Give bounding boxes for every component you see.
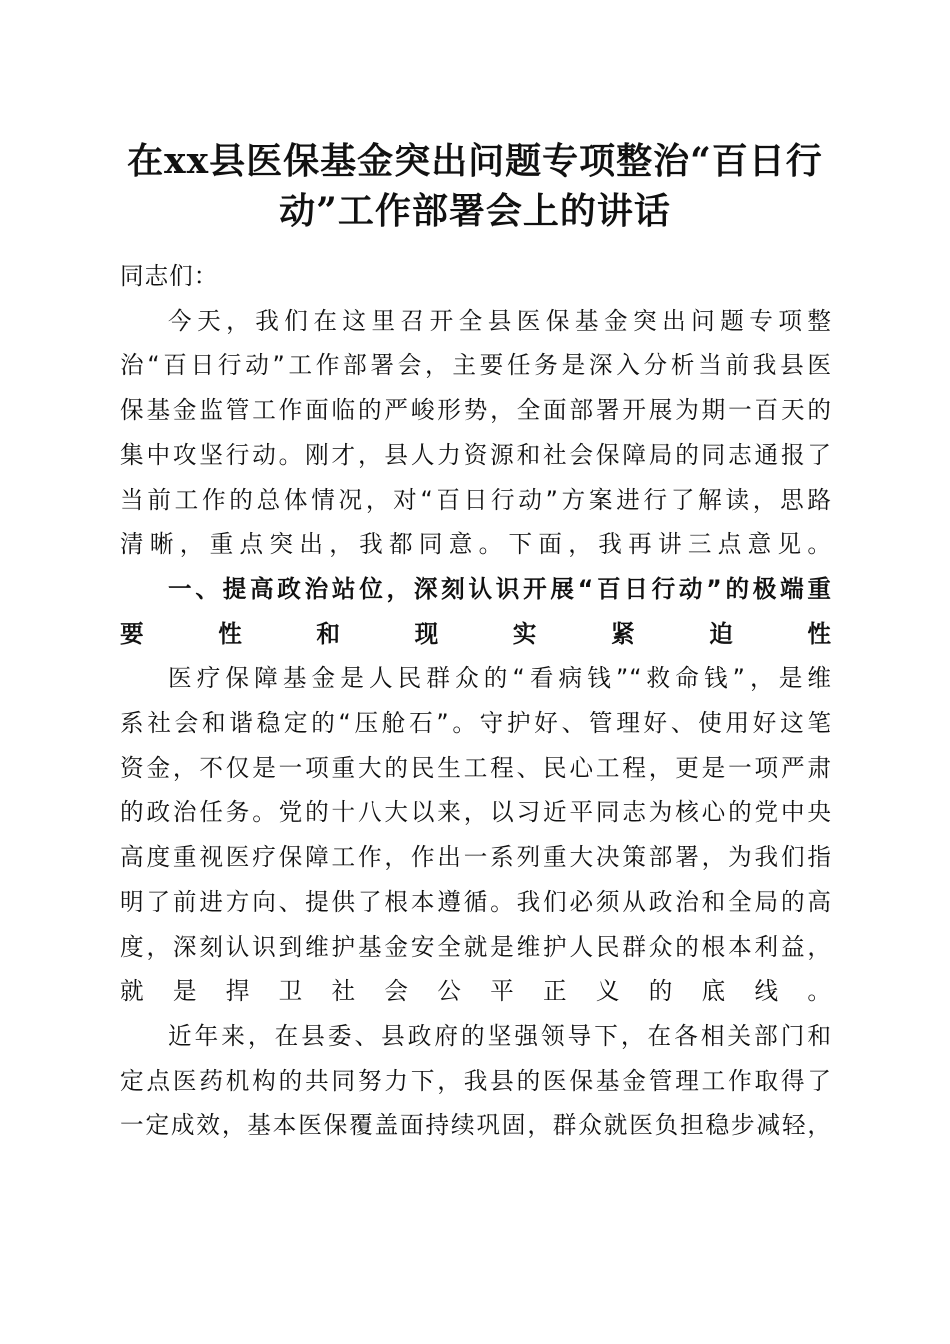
- paragraph-line: 近年来，在县委、县政府的坚强领导下，在各相关部门和: [168, 1021, 832, 1050]
- paragraph-line: 度，深刻认识到维护基金安全就是维护人民群众的根本利益，: [120, 932, 832, 961]
- heading-line: 一、提高政治站位，深刻认识开展“百日行动”的极端重: [168, 574, 832, 603]
- paragraph-line: 定点医药机构的共同努力下，我县的医保基金管理工作取得了: [120, 1066, 832, 1095]
- paragraph-line: 当前工作的总体情况，对“百日行动”方案进行了解读，思路: [120, 485, 832, 514]
- paragraph-line: 的政治任务。党的十八大以来，以习近平同志为核心的党中央: [120, 798, 832, 827]
- paragraph-line: 集中攻坚行动。刚才，县人力资源和社会保障局的同志通报了: [120, 440, 832, 469]
- section-heading-1: [120, 567, 832, 656]
- title-line-2: 动”工作部署会上的讲话: [279, 190, 671, 232]
- heading-line: 要性和现实紧迫性: [120, 619, 832, 648]
- paragraph-line: 保基金监管工作面临的严峻形势，全面部署开展为期一百天的: [120, 396, 832, 425]
- paragraph-line: 治“百日行动”工作部署会，主要任务是深入分析当前我县医: [120, 351, 832, 380]
- document-body: [120, 254, 832, 1148]
- paragraph-line: 今天，我们在这里召开全县医保基金突出问题专项整: [168, 306, 832, 335]
- paragraph-line: 医疗保障基金是人民群众的“看病钱”“救命钱”，是维: [168, 664, 832, 693]
- paragraph-line: 一定成效，基本医保覆盖面持续巩固，群众就医负担稳步减轻，: [120, 1111, 832, 1140]
- paragraph-line: 资金，不仅是一项重大的民生工程、民心工程，更是一项严肃: [120, 753, 832, 782]
- paragraph-intro: [120, 299, 832, 567]
- title-line-1: 在xx县医保基金突出问题专项整治“百日行: [127, 140, 823, 182]
- paragraph-line: 明了前进方向、提供了根本遵循。我们必须从政治和全局的高: [120, 887, 832, 916]
- paragraph-recent-years: [120, 1014, 832, 1148]
- paragraph-line: 系社会和谐稳定的“压舱石”。守护好、管理好、使用好这笔: [120, 709, 832, 738]
- paragraph-line: 就是捍卫社会公平正义的底线。: [120, 977, 832, 1006]
- paragraph-line: 高度重视医疗保障工作，作出一系列重大决策部署，为我们指: [120, 843, 832, 872]
- paragraph-fund-importance: [120, 656, 832, 1014]
- document-title: [100, 136, 850, 236]
- greeting: [120, 254, 832, 299]
- paragraph-line: 清晰，重点突出，我都同意。下面，我再讲三点意见。: [120, 530, 832, 559]
- greeting-text: 同志们：: [120, 262, 219, 290]
